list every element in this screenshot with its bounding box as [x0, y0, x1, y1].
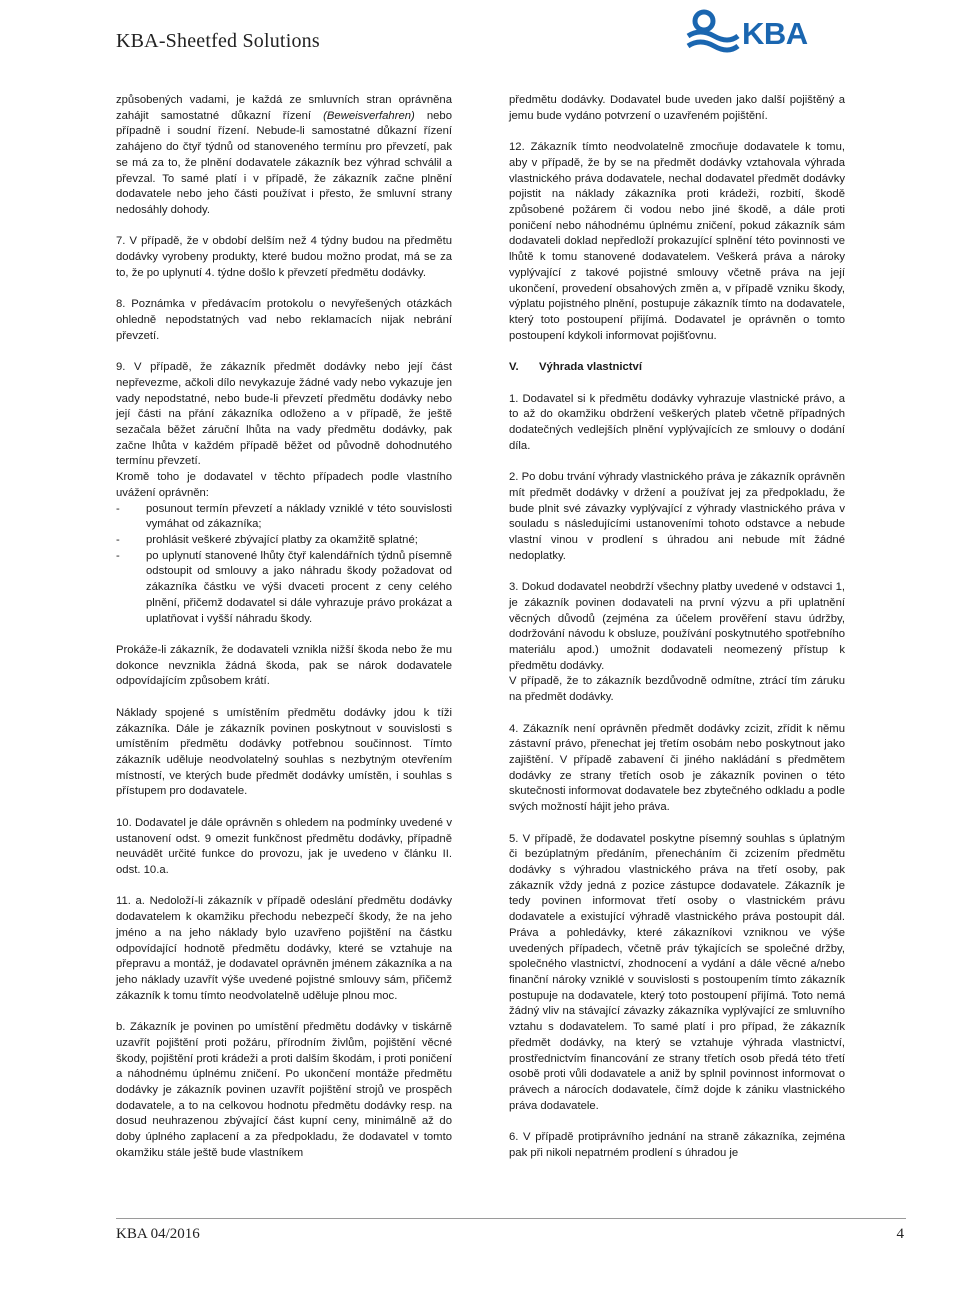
- kba-logo-text: KBA: [742, 16, 808, 51]
- paragraph-r6: 6. V případě protiprávního jednání na straně zákazníka, zejména pak při nikoli nepatrném prodlení s úhradou je: [509, 1131, 845, 1159]
- paragraph-9-intro: Kromě toho je dodavatel v těchto případech podle vlastního uvážení oprávněn:: [116, 471, 452, 499]
- paragraph-11a: 11. a. Nedoloží-li zákazník v případě odeslání předmětu dodávky dodavatelem k okamžiku přechodu nebezpečí škody, že na jeho jméno a na jeho náklady bylo uzavřeno pojištění na částku odpovídající hodnotě předmětu dodávky, které se vztahuje na přepravu a montáž, je dodavatel oprávněn jménem zákazníka a na jeho náklady uzavřít výše uvedené pojistné smlouvy sám, přičemž zákazník k tomu tímto neodvolatelně uděluje plnou moc.: [116, 895, 452, 1002]
- paragraph-costs: Náklady spojené s umístěním předmětu dodávky jdou k tíži zákazníka. Dále je zákazník povinen poskytnout v souvislosti s umístěním předmětu dodávky potřebnou součinnost. Tímto zákazník uděluje neodvolatelný souhlas s nezbytným otevřením místností, ve kterých bude předmět dodávky umístěn, i souhlas s přístupem pro dodavatele.: [116, 706, 452, 798]
- header-title: KBA-Sheetfed Solutions: [116, 30, 320, 52]
- paragraph-r2: 2. Po dobu trvání výhrady vlastnického práva je zákazník oprávněn mít předmět dodávky v držení a používat jej za předpokladu, že bude plnit své závazky vyplývající z výhrady vlastnického práva v souladu s následujícími ustanoveními tohoto odstavce a nebude vlastní vinou v prodlení s úhradou ani nebude mít žádné nedoplatky.: [509, 471, 845, 562]
- paragraph-12: 12. Zákazník tímto neodvolatelně zmocňuje dodavatele k tomu, aby v případě, že by se na předmět dodávky vztahovala výhrada vlastnického práva dodavatele, nechal dodavatel předmět dodávky pojistit na náklady zákazníka proti krádeži, rozbití, škodě způsobené požárem či vodou nebo jiné škodě, a dále proti poničení nebo náhodnému úplnému zničení, pokud zákazník sám dodavateli doklad nepředloží prokazující splnění této povinnosti ve lhůtě k tomu stanovené dodavatelem. Veškerá práva a nároky vyplývající z takové pojistné smlouvy včetně práva na její ukončení, provedení obsahových změn a, v případě vzniku škody, výplatu pojistného plnění, postupuje zákazník tímto na dodavatele, který toto postoupení přijímá. Dodavatel je oprávněn o tomto postoupení kdykoli informovat pojišťovnu.: [509, 141, 845, 342]
- paragraph-9: 9. V případě, že zákazník předmět dodávky nebo její část nepřevezme, ačkoli dílo nevykazuje žádné vady nebo vykazuje jen vady nepodstatné, nebo bude-li převzetí předmětu dodávky nebo její části na přání zákazníka odloženo a v případě, že ještě sezačala běžet záruční lhůta na vady předmětu dodávky, pak začne lhůta v každém případě běžet od původně dohodnutého termínu převzetí.: [116, 361, 452, 468]
- paragraph-r1: 1. Dodavatel si k předmětu dodávky vyhrazuje vlastnické právo, a to až do okamžiku obdržení veškerých plateb včetně případných dodatečných vedlejších plnění vyplývajících ze smlouvy o dodání díla.: [509, 392, 845, 452]
- section-title: Výhrada vlastnictví: [539, 361, 642, 374]
- footer-doc-id: KBA 04/2016: [116, 1226, 200, 1242]
- page-number: 4: [896, 1226, 904, 1242]
- left-column: [116, 93, 452, 1162]
- right-column: [509, 93, 845, 1162]
- paragraph-continuation: [116, 93, 452, 219]
- paragraph-10: 10. Dodavatel je dále oprávněn s ohledem na podmínky uvedené v ustanovení odst. 9 omezit funkčnost předmětu dodávky, případně neuvádět určité funkce do provozu, jak je uvedeno v článku II. odst. 10.a.: [116, 816, 452, 877]
- list-item: - po uplynutí stanovené lhůty čtyř kalendářních týdnů písemně odstoupit od smlouvy a jako náhradu škody požadovat od zákazníka částku ve výši dvaceti procent z ceny celého plnění, přičemž dodavatel si dále vyhrazuje právo prokázat a uplatňovat i vyšší náhradu škody.: [116, 549, 452, 625]
- paragraph-proof: Prokáže-li zákazník, že dodavateli vznikla nižší škoda nebo že mu dokonce nevznikla žádná škoda, pak se nárok dodavatele odpovídajícím způsobem krátí.: [116, 644, 452, 688]
- section-heading: [509, 360, 845, 376]
- section-number: V.: [509, 361, 519, 374]
- dash-list: [116, 502, 452, 628]
- kba-logo: [686, 6, 844, 56]
- paragraph-11b: b. Zákazník je povinen po umístění předmětu dodávky v tiskárně uzavřít pojištění proti požáru, přírodním živlům, pojištění věcné škody, pojištění proti krádeži a proti dalším škodám, i proti poničení a náhodnému úplnému zničení. Po ukončení montáže předmětu dodávky je zákazník povinen uzavřít pojištění strojů ve prospěch dodavatele, a to na celkovou hodnotu předmětu dodávky resp. na dosud neuhrazenou zbývající část kupní ceny, minimálně až do doby úplného zaplacení a za předpokladu, že dodavatel v tomto okamžiku stále ještě bude vlastníkem: [116, 1021, 452, 1159]
- text: způsobených vadami, je každá ze smluvních stran oprávněna zahájit samostatné důkazní řízení: [116, 94, 452, 122]
- list-item: - prohlásit veškeré zbývající platby za okamžitě splatné;: [116, 534, 418, 547]
- footer-divider: [116, 1218, 906, 1219]
- paragraph-r3b: V případě, že to zákazník bezdůvodně odmítne, ztrácí tím záruku na předmět dodávky.: [509, 675, 845, 704]
- paragraph-r5: 5. V případě, že dodavatel poskytne písemný souhlas s úplatným či bezúplatným předáním, přenecháním či zcizením předmětu dodávky s výhradou vlastnického práva na třetí osoby, pak zákazník vždy jedná z pozice zástupce dodavatele. Zákazník je tedy povinen informovat třetí osoby o vlastnickém právu dodavatele a existující výhradě vlastnického práva postoupit dál. Práva a pohledávky, které zákazníkovi vzniknou ve výše uvedených případech, včetně práv týkajících se společné držby, společného vlastnictví, zhodnocení a vydání a dále věcné a/nebo finanční nároky vzniklé v souvislosti s postoupením tímto zákazník postupuje na dodavatele, který toto postoupení přijímá. Toto nemá žádný vliv na stávající závazky zákazníka vyplývající ze smluvního vztahu s dodavatelem. To samé platí i pro případ, že zákazník předmět dodávky, na který se vztahuje výhrada vlastnictví, prostřednictvím financování ze strany třetích osob předá této třetí osobě proti vůli dodavatele a aniž by splnil povinnost informovat o právech a nárocích dodavatele, čímž dojde k zániku vlastnického práva dodavatele.: [509, 832, 845, 1112]
- paragraph-r4: 4. Zákazník není oprávněn předmět dodávky zcizit, zřídit k němu zástavní právo, přenechat jej třetím osobám nebo poskytnout jako zajištění. V případě zabavení či jiného nakládání s předmětem dodávky ze strany třetích osob je zákazník povinen o této skutečnosti informovat dodavatele bez zbytečného odkladu a podle svých možností hájit jeho práva.: [509, 722, 845, 814]
- italic-term: (Beweisverfahren): [323, 109, 415, 122]
- paragraph-r3: 3. Dokud dodavatel neobdrží všechny platby uvedené v odstavci 1, je zákazník povinen dodavateli na první výzvu a při uplatnění věcných důvodů (zejména za účelem prověření stavu údržby, dodržování návodu k obsluze, používání poskytnutého spotřebního materiálu apod.) umožnit dodavateli neomezený přístup k předmětu dodávky.: [509, 581, 845, 672]
- paragraph-continuation-right: předmětu dodávky. Dodavatel bude uveden jako další pojištěný a jemu bude vydáno potvrzení o uzavřeném pojištění.: [509, 94, 845, 122]
- kba-logo-mark-icon: [688, 12, 738, 50]
- list-item: - posunout termín převzetí a náklady vzniklé v této souvislosti vymáhat od zákazníka;: [116, 502, 452, 531]
- paragraph-8: 8. Poznámka v předávacím protokolu o nevyřešených otázkách ohledně nepodstatných vad nebo reklamacích nijak nebrání převzetí.: [116, 298, 452, 342]
- text: nebo případně i soudní řízení. Nebude-li samostatné důkazní řízení zahájeno do čtyř týdnů od stanoveného termínu pro převzetí, pak se má za to, že plnění dodavatele zákazník bez výhrad schválil a převzal. To samé platí i v případě, že zákazník začne plnění dodavatele nebo jeho části používat i přesto, že smluvní strany nedosáhly dohody.: [116, 109, 452, 217]
- paragraph-7: 7. V případě, že v období delším než 4 týdny budou na předmětu dodávky vyrobeny produkty, které budou možno prodat, má se za to, že po uplynutí 4. týdne došlo k převzetí předmětu dodávky.: [116, 235, 452, 279]
